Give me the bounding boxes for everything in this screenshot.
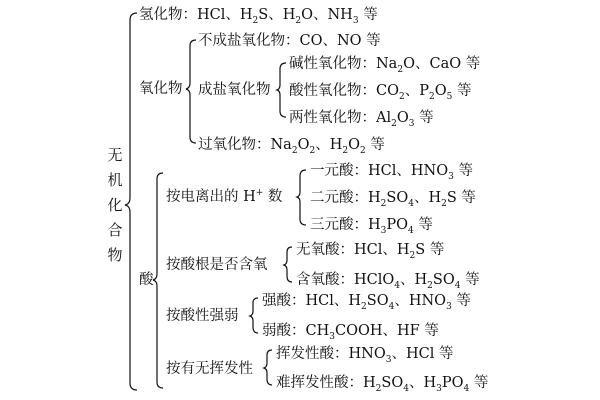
oxygen-label: 按酸根是否含氧 <box>166 257 268 273</box>
hydride-example-1: HCl <box>197 7 226 23</box>
non-salt-oxide-example-2: NO <box>336 33 362 49</box>
oxide-brace <box>186 40 196 143</box>
hydride-suffix: 等 <box>363 7 378 23</box>
amphoteric-oxide-row: 两性氧化物：$Al_2O_3$ 等 <box>289 110 434 129</box>
triprotic-row: 三元酸：$H_3PO_4$ 等 <box>310 217 433 236</box>
hydride-row: 氢化物：HCl、$H_2S$、$H_2O$、$NH_3$ 等 <box>139 7 378 26</box>
diprotic-label: 二元酸 <box>310 190 354 206</box>
nonvolatile-acid-row: 难挥发性酸：$H_2SO_4$、$H_3PO_4$ 等 <box>276 375 489 394</box>
weak-acid-row: 弱酸：$CH_3COOH$、HF 等 <box>262 323 439 342</box>
non-salt-oxide-row: 不成盐氧化物：CO、NO 等 <box>198 33 381 49</box>
oxygen-free-suffix: 等 <box>429 242 445 258</box>
root-label-char: 无 <box>107 146 123 164</box>
diprotic-suffix: 等 <box>461 190 476 206</box>
volatile-acid-row: 挥发性酸：$HNO_3$、HCl 等 <box>276 346 454 365</box>
weak-acid-label: 弱酸 <box>262 323 291 339</box>
monoprotic-example-1: HCl <box>368 163 397 179</box>
root-label-char: 物 <box>107 246 123 264</box>
oxygen-free-label: 无氧酸 <box>296 242 340 258</box>
hydride-label: 氢化物 <box>139 7 183 23</box>
oxyacid-suffix: 等 <box>465 272 480 288</box>
nonvolatile-acid-label: 难挥发性酸 <box>276 375 349 391</box>
salt-forming-oxide-label: 成盐氧化物 <box>198 82 271 98</box>
strong-acid-label: 强酸 <box>262 293 291 309</box>
acid-label: 酸 <box>139 272 154 288</box>
oxygen-free-row: 无氧酸：HCl、$H_2S$ 等 <box>296 242 445 261</box>
strong-acid-example-1: HCl <box>305 293 334 309</box>
strong-acid-row: 强酸：HCl、$H_2SO_4$、$HNO_3$ 等 <box>262 293 471 312</box>
peroxide-suffix: 等 <box>370 137 385 153</box>
main-brace <box>125 13 137 390</box>
weak-acid-suffix: 等 <box>424 323 439 339</box>
amphoteric-oxide-label: 两性氧化物 <box>289 110 362 126</box>
non-salt-oxide-suffix: 等 <box>366 33 381 49</box>
monoprotic-suffix: 等 <box>458 163 473 179</box>
oxyacid-label: 含氧酸 <box>296 272 340 288</box>
oxide-label: 氧化物 <box>139 81 183 97</box>
root-label <box>106 143 124 268</box>
basic-oxide-label: 碱性氧化物 <box>289 56 362 72</box>
acid-brace <box>153 173 163 388</box>
root-label-char: 化 <box>107 196 123 214</box>
strong-acid-suffix: 等 <box>456 293 471 309</box>
peroxide-row: 过氧化物：$Na_2O_2$、$H_2O_2$ 等 <box>198 137 385 156</box>
oxygen-brace <box>284 247 292 282</box>
acidic-oxide-suffix: 等 <box>456 83 472 99</box>
acidic-oxide-label: 酸性氧化物 <box>289 83 362 99</box>
monoprotic-row: 一元酸：HCl、$HNO_3$ 等 <box>310 163 473 182</box>
triprotic-label: 三元酸 <box>310 217 354 233</box>
basic-oxide-row: 碱性氧化物：$Na_2O$、CaO 等 <box>289 56 481 75</box>
volatility-label: 按有无挥发性 <box>166 361 253 377</box>
h-count-label: 按电离出的 H+ 数 <box>166 188 283 205</box>
volatile-acid-label: 挥发性酸 <box>276 346 334 362</box>
basic-oxide-example-2: CaO <box>429 56 462 72</box>
root-label-char: 机 <box>107 171 123 189</box>
peroxide-label: 过氧化物 <box>198 137 256 153</box>
nonvolatile-acid-suffix: 等 <box>473 375 489 391</box>
monoprotic-label: 一元酸 <box>310 163 354 179</box>
non-salt-oxide-example-1: CO <box>299 33 323 49</box>
volatility-brace <box>264 350 272 385</box>
acidic-oxide-row: 酸性氧化物：$CO_2$、$P_2O_5$ 等 <box>289 83 472 102</box>
strength-brace <box>250 298 258 333</box>
salt-forming-brace <box>277 63 286 117</box>
diprotic-row: 二元酸：$H_2SO_4$、$H_2S$ 等 <box>310 190 476 209</box>
root-label-char: 合 <box>107 221 123 239</box>
h-count-brace <box>297 170 306 225</box>
non-salt-oxide-label: 不成盐氧化物 <box>198 33 285 49</box>
oxygen-free-example-1: HCl <box>354 242 383 258</box>
oxyacid-row: 含氧酸：HClO$_4$、$H_2SO_4$ 等 <box>296 272 480 291</box>
weak-acid-example-2: HF <box>397 323 420 339</box>
triprotic-suffix: 等 <box>418 217 433 233</box>
volatile-acid-suffix: 等 <box>438 346 454 362</box>
amphoteric-oxide-suffix: 等 <box>419 110 434 126</box>
volatile-acid-example-2: HCl <box>405 346 435 362</box>
strength-label: 按酸性强弱 <box>166 308 239 324</box>
basic-oxide-suffix: 等 <box>465 56 481 72</box>
